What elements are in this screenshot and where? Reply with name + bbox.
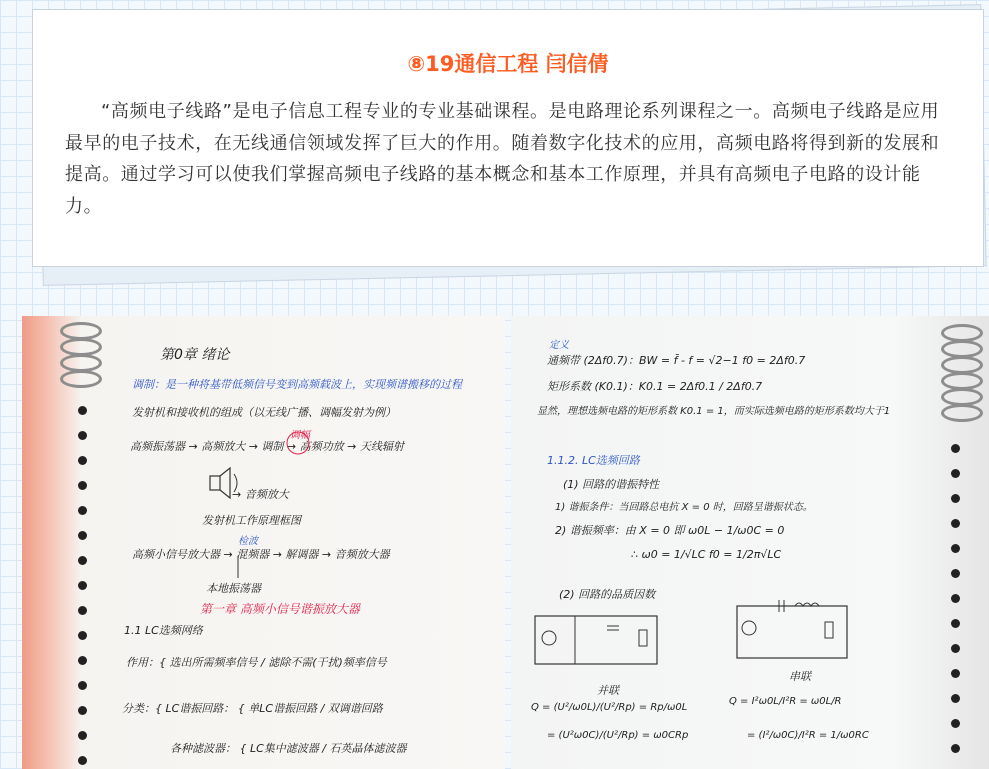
card-paragraph: “高频电子线路”是电子信息工程专业的专业基础课程。是电路理论系列课程之一。高频电子线路是应用最早的电子技术，在无线通信领域发挥了巨大的作用。随着数字化技术的应用，高频电路将得到新的发展和提高。通过学习可以使我们掌握高频电子线路的基本概念和基本工作原理，并具有高频电子电路的设计能力。 bbox=[65, 101, 940, 217]
note-formula: = (U²ω0C)/(U²/Rp) = ω0CRp bbox=[547, 730, 689, 741]
note-label: 定义 bbox=[549, 340, 569, 351]
note-flow: → 音频放大 bbox=[232, 488, 289, 501]
note-flow: 高频小信号放大器 → 混频器 → 解调器 → 音频放大器 bbox=[132, 548, 390, 561]
note-line: 通频带 (2Δf0.7)：BW = f̄ - f = √2−1 f0 = 2Δf0.7 bbox=[547, 354, 806, 367]
note-label: 串联 bbox=[789, 670, 811, 683]
note-line: 发射机和接收机的组成（以无线广播、调幅发射为例） bbox=[132, 406, 396, 419]
note-line: 矩形系数 (K0.1)：K0.1 = 2Δf0.1 / 2Δf0.7 bbox=[547, 380, 763, 393]
note-line: (2) 回路的品质因数 bbox=[559, 588, 656, 601]
note-caption: 发射机工作原理框图 bbox=[202, 514, 301, 527]
note-formula: = (I²/ω0C)/I²R = 1/ω0RC bbox=[747, 730, 869, 741]
notes-photo-right bbox=[511, 316, 989, 769]
note-formula: Q = (U²/ω0L)/(U²/Rp) = Rp/ω0L bbox=[531, 702, 688, 713]
note-section: 1.1.2. LC选频回路 bbox=[547, 454, 640, 467]
notes-photo-left bbox=[22, 316, 505, 769]
note-formula: Q = I²ω0L/I²R = ω0L/R bbox=[729, 696, 842, 707]
note-line: 作用：{ 选出所需频率信号 / 滤除不需(干扰)频率信号 bbox=[126, 656, 387, 669]
note-line: 显然，理想选频电路的矩形系数 K0.1 = 1，而实际选频电路的矩形系数均大于1 bbox=[537, 406, 891, 417]
note-line: (1) 回路的谐振特性 bbox=[563, 478, 660, 491]
note-label: 并联 bbox=[597, 684, 619, 697]
note-line: 调制：是一种将基带低频信号变到高频载波上，实现频谱搬移的过程 bbox=[132, 378, 462, 391]
circuit-sketch bbox=[511, 316, 989, 769]
card-title: ⑧19通信工程 闫信倩 bbox=[407, 52, 609, 76]
note-line: 2) 谐振频率：由 X = 0 即 ω0L − 1/ω0C = 0 bbox=[555, 524, 785, 537]
note-flow: 高频振荡器 → 高频放大 → 调制 → 高频功放 → 天线辐射 bbox=[130, 440, 404, 453]
note-line: 分类：{ LC谐振回路： { 单LC谐振回路 / 双调谐回路 bbox=[122, 702, 383, 715]
note-annotation: 调幅 bbox=[290, 430, 310, 441]
note-chapter: 第一章 高频小信号谐振放大器 bbox=[200, 602, 360, 616]
note-annotation: 检波 bbox=[238, 536, 258, 547]
note-line: 1) 谐振条件：当回路总电抗 X = 0 时，回路呈谐振状态。 bbox=[555, 502, 813, 513]
note-line: 各种滤波器： { LC集中滤波器 / 石英晶体滤波器 bbox=[170, 742, 407, 755]
speaker-sketch bbox=[22, 316, 505, 769]
intro-card bbox=[32, 9, 984, 267]
note-line: 本地振荡器 bbox=[206, 582, 261, 595]
note-line: ∴ ω0 = 1/√LC f0 = 1/2π√LC bbox=[631, 548, 782, 561]
note-heading: 第0章 绪论 bbox=[160, 347, 230, 363]
note-section: 1.1 LC选频网络 bbox=[124, 624, 203, 637]
